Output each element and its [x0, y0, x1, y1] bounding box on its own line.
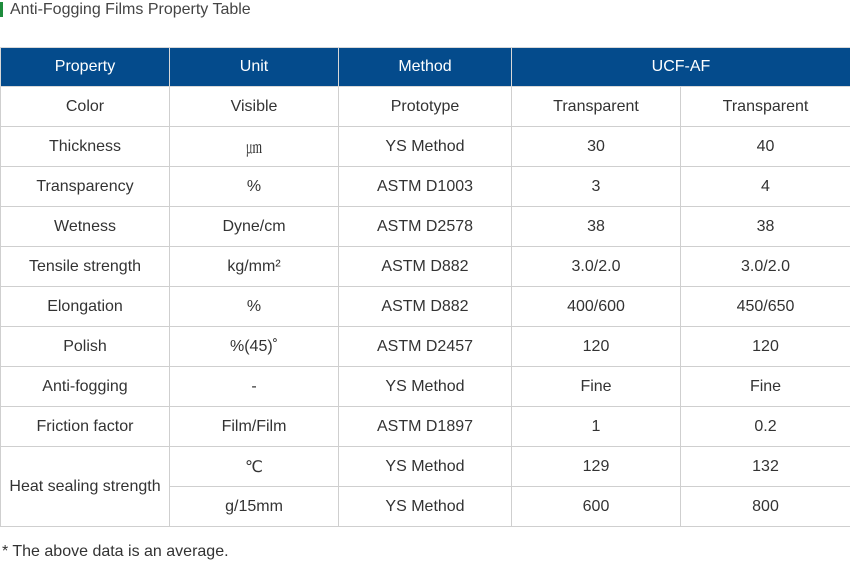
cell-property: Friction factor — [1, 407, 170, 447]
cell-value-2: 4 — [681, 167, 850, 207]
header-property: Property — [1, 48, 170, 87]
header-unit: Unit — [170, 48, 339, 87]
footnote: * The above data is an average. — [2, 543, 229, 560]
table-row — [1, 127, 850, 167]
cell-value-2: 0.2 — [681, 407, 850, 447]
cell-value-2: 40 — [681, 127, 850, 167]
table-row — [1, 247, 850, 287]
cell-unit: ℃ — [170, 447, 339, 487]
cell-method: ASTM D2457 — [339, 327, 512, 367]
cell-value-2: Fine — [681, 367, 850, 407]
cell-method: ASTM D1897 — [339, 407, 512, 447]
cell-method: Prototype — [339, 87, 512, 127]
cell-property: Elongation — [1, 287, 170, 327]
cell-unit: % — [170, 167, 339, 207]
table-body — [1, 87, 850, 527]
cell-value-2: 38 — [681, 207, 850, 247]
title-accent-bar — [0, 2, 3, 17]
page-title: Anti-Fogging Films Property Table — [10, 0, 251, 18]
cell-unit: - — [170, 367, 339, 407]
cell-value-2: 800 — [681, 487, 850, 527]
cell-value-1: 400/600 — [512, 287, 681, 327]
cell-method: ASTM D882 — [339, 287, 512, 327]
cell-unit: Dyne/cm — [170, 207, 339, 247]
cell-value-1: 3.0/2.0 — [512, 247, 681, 287]
table-row — [1, 407, 850, 447]
table-header-row — [1, 48, 850, 87]
cell-value-1: Transparent — [512, 87, 681, 127]
cell-method: YS Method — [339, 367, 512, 407]
cell-value-2: 450/650 — [681, 287, 850, 327]
table-row — [1, 327, 850, 367]
cell-value-1: 38 — [512, 207, 681, 247]
cell-value-1: 30 — [512, 127, 681, 167]
cell-value-1: 120 — [512, 327, 681, 367]
cell-value-2: 3.0/2.0 — [681, 247, 850, 287]
section-title — [0, 0, 251, 19]
cell-unit: Visible — [170, 87, 339, 127]
table-row — [1, 87, 850, 127]
cell-unit: Film/Film — [170, 407, 339, 447]
cell-value-1: 600 — [512, 487, 681, 527]
cell-value-1: 3 — [512, 167, 681, 207]
table-row — [1, 167, 850, 207]
cell-unit: % — [170, 287, 339, 327]
cell-value-2: 120 — [681, 327, 850, 367]
cell-value-1: Fine — [512, 367, 681, 407]
table-row — [1, 367, 850, 407]
cell-property: Heat sealing strength — [1, 447, 170, 527]
cell-method: YS Method — [339, 127, 512, 167]
cell-value-2: 132 — [681, 447, 850, 487]
table-row — [1, 287, 850, 327]
cell-value-1: 1 — [512, 407, 681, 447]
cell-unit: ㎛ — [170, 127, 339, 167]
cell-unit: kg/mm² — [170, 247, 339, 287]
cell-property: Wetness — [1, 207, 170, 247]
cell-value-2: Transparent — [681, 87, 850, 127]
cell-property: Polish — [1, 327, 170, 367]
cell-method: YS Method — [339, 447, 512, 487]
cell-method: ASTM D882 — [339, 247, 512, 287]
table-row — [1, 447, 850, 487]
cell-unit: %(45)˚ — [170, 327, 339, 367]
header-product: UCF-AF — [512, 48, 850, 87]
cell-method: YS Method — [339, 487, 512, 527]
cell-property: Transparency — [1, 167, 170, 207]
cell-property: Anti-fogging — [1, 367, 170, 407]
cell-property: Thickness — [1, 127, 170, 167]
header-method: Method — [339, 48, 512, 87]
cell-value-1: 129 — [512, 447, 681, 487]
cell-property: Color — [1, 87, 170, 127]
table-row — [1, 207, 850, 247]
cell-method: ASTM D2578 — [339, 207, 512, 247]
cell-property: Tensile strength — [1, 247, 170, 287]
property-table — [0, 47, 850, 527]
cell-unit: g/15mm — [170, 487, 339, 527]
cell-method: ASTM D1003 — [339, 167, 512, 207]
